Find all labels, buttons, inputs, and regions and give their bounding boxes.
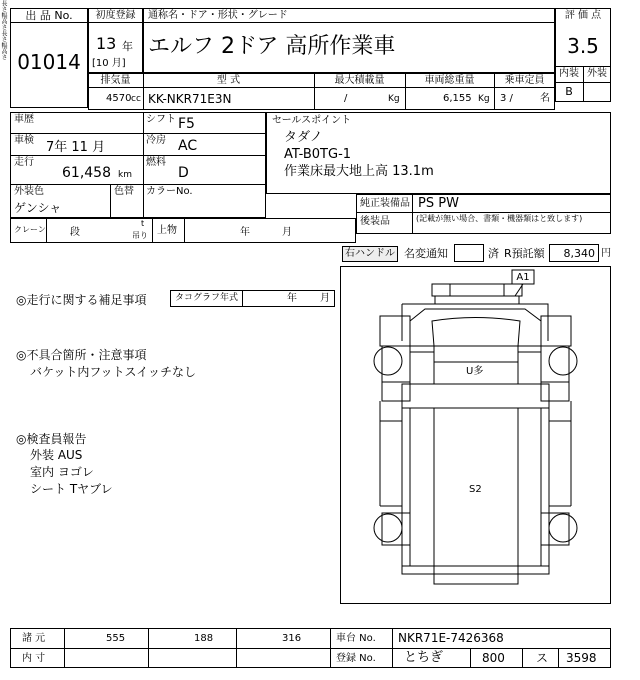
vehicle-name-divider — [143, 22, 555, 23]
gross-weight-value: 6,155 — [443, 93, 472, 104]
vehicle-name-label: 通称名・ドア・形状・グレード — [148, 10, 288, 21]
spec-label: 諸 元 — [22, 633, 46, 644]
inspector-line-3: シート Tヤブレ — [30, 482, 113, 496]
crane-month: 月 — [282, 227, 292, 238]
capacity-value: 3 / — [500, 93, 513, 104]
exterior-grade-label: 外装 — [587, 68, 607, 79]
crane-year: 年 — [240, 227, 250, 238]
damage-mark-s2: S2 — [469, 484, 482, 495]
footer-split-5 — [392, 628, 393, 668]
mileage-unit: km — [118, 170, 132, 180]
max-load-label: 最大積載量 — [334, 75, 385, 86]
sales-point-2: AT-B0TG-1 — [284, 147, 352, 162]
first-reg-year-unit: 年 — [122, 40, 133, 53]
fuel-value: D — [178, 165, 189, 181]
footer-split-1 — [64, 628, 65, 668]
reg-region: とちぎ — [404, 650, 444, 665]
in-length-label: 長さ — [0, 30, 7, 42]
height-value: 316 — [282, 633, 302, 644]
footer-split-3 — [236, 628, 237, 668]
grade-value: 3.5 — [567, 34, 599, 58]
mileage-label: 走行 — [14, 157, 34, 168]
lot-number: 01014 — [17, 50, 81, 74]
ac-value: AC — [178, 138, 198, 154]
lot-label: 出 品 No. — [25, 9, 73, 22]
inspection-label: 車検 — [14, 135, 34, 146]
max-load-unit: Kg — [388, 94, 400, 104]
crane-top-label: 上物 — [157, 225, 177, 236]
ac-label: 冷房 — [146, 135, 166, 146]
width-value: 188 — [194, 633, 214, 644]
equipment-value: PS PW — [418, 196, 459, 211]
in-height-label: 高さ — [0, 48, 7, 60]
reg-split-2 — [522, 648, 523, 668]
equipment-label: 純正装備品 — [360, 198, 410, 209]
aftermarket-note: (記載が無い場合、書類・機器類はと致します) — [416, 214, 583, 223]
specs-divider — [88, 87, 555, 88]
outer-color-value: ゲンシャ — [14, 201, 62, 215]
reg-label: 登録 No. — [336, 653, 376, 664]
details-row-2 — [10, 155, 266, 156]
outer-color-label: 外装色 — [14, 186, 44, 197]
crane-ton: t — [141, 219, 145, 228]
grade-sub-divider — [555, 82, 611, 83]
footer-split-2 — [148, 628, 149, 668]
gross-weight-unit: Kg — [478, 94, 490, 104]
driving-notes-label: ◎走行に関する補足事項 — [16, 293, 147, 307]
first-reg-label: 初度登録 — [95, 10, 136, 21]
defect-text: バケット内フットスイッチなし — [30, 365, 196, 379]
length-value: 555 — [106, 633, 126, 644]
color-change-label: 色替 — [114, 186, 134, 197]
width-label: 幅 — [0, 12, 7, 18]
capacity-unit: 名 — [540, 93, 550, 104]
reg-number: 3598 — [566, 651, 597, 665]
vehicle-name: エルフ 2ドア 高所作業車 — [148, 34, 396, 59]
equipment-divider — [356, 212, 611, 213]
gross-weight-label: 車両総重量 — [424, 75, 475, 86]
tachograph-year: 年 — [287, 293, 297, 304]
details-row-3 — [10, 184, 266, 185]
interior-grade-label: 内装 — [559, 68, 579, 79]
crane-box — [10, 218, 356, 243]
sales-point-3: 作業床最大地上高 13.1m — [284, 164, 434, 179]
max-load-value: / — [344, 93, 348, 104]
aftermarket-label: 後装品 — [360, 216, 390, 227]
truck-outline — [340, 266, 611, 604]
equipment-split — [412, 194, 413, 234]
chassis-value: NKR71E-7426368 — [398, 631, 504, 645]
reg-split-3 — [558, 648, 559, 668]
length-label: 長さ — [0, 0, 7, 12]
first-reg-month: [10 月] — [92, 58, 126, 69]
interior-grade-value: B — [565, 85, 573, 98]
first-reg-year: 13 — [96, 34, 117, 53]
sales-point-1: タダノ — [284, 130, 323, 145]
steering-label: 右ハンドル — [345, 248, 395, 259]
reg-kana: ス — [536, 651, 549, 665]
footer-split-4 — [330, 628, 331, 668]
footer-divider — [10, 648, 611, 649]
fuel-label: 燃料 — [146, 157, 166, 168]
displacement-value: 4570 — [106, 93, 132, 104]
name-change-label: 名変通知 — [404, 247, 448, 260]
in-width-label: 幅 — [0, 42, 7, 48]
mileage-value: 61,458 — [62, 165, 111, 181]
details-left-split — [143, 112, 144, 218]
crane-label: クレーン — [14, 225, 46, 234]
crane-split-3 — [184, 218, 185, 243]
name-change-box — [454, 244, 484, 262]
rmileage-value: 8,340 — [563, 247, 595, 260]
tachograph-split — [242, 290, 243, 307]
defect-label: ◎不具合箇所・注意事項 — [16, 348, 147, 362]
inspector-line-2: 室内 ヨゴレ — [30, 465, 94, 479]
sales-label: セールスポイント — [272, 115, 352, 126]
interior-dims-label: 内 寸 — [22, 653, 46, 664]
lot-label-divider — [10, 22, 88, 23]
grade-label: 評 価 点 — [564, 10, 602, 21]
crane-split-1 — [46, 218, 47, 243]
shift-label: シフト — [146, 114, 176, 125]
crane-tier: 段 — [70, 227, 80, 238]
chassis-label: 車台 No. — [336, 633, 376, 644]
details-row-1 — [10, 133, 266, 134]
tachograph-label: タコグラフ年式 — [175, 293, 239, 303]
displacement-unit: cc — [131, 94, 141, 104]
reg-class: 800 — [482, 651, 505, 665]
first-reg-divider — [88, 22, 143, 23]
model-value: KK-NKR71E3N — [148, 92, 232, 106]
inspector-label: ◎検査員報告 — [16, 432, 87, 446]
damage-mark-a1: A1 — [516, 272, 530, 283]
details-color-split — [110, 184, 111, 218]
model-label: 型 式 — [216, 75, 241, 86]
rmileage-label: R預託額 — [504, 247, 545, 260]
displacement-label: 排気量 — [100, 75, 131, 86]
damage-mark-u: U多 — [466, 366, 484, 377]
rmileage-mark: 済 — [488, 247, 499, 260]
rmileage-unit: 円 — [601, 248, 611, 259]
history-label: 車歴 — [14, 114, 34, 125]
height-label: 高さ — [0, 18, 7, 30]
capacity-label: 乗車定員 — [504, 75, 545, 86]
inspector-line-1: 外装 AUS — [30, 448, 83, 462]
crane-split-2 — [152, 218, 153, 243]
color-no-label: カラーNo. — [146, 186, 193, 197]
inspection-value: 7年 11 月 — [46, 140, 106, 155]
crane-hook: 吊り — [132, 231, 148, 240]
reg-split-1 — [470, 648, 471, 668]
shift-value: F5 — [178, 116, 195, 132]
tachograph-month: 月 — [320, 293, 330, 304]
